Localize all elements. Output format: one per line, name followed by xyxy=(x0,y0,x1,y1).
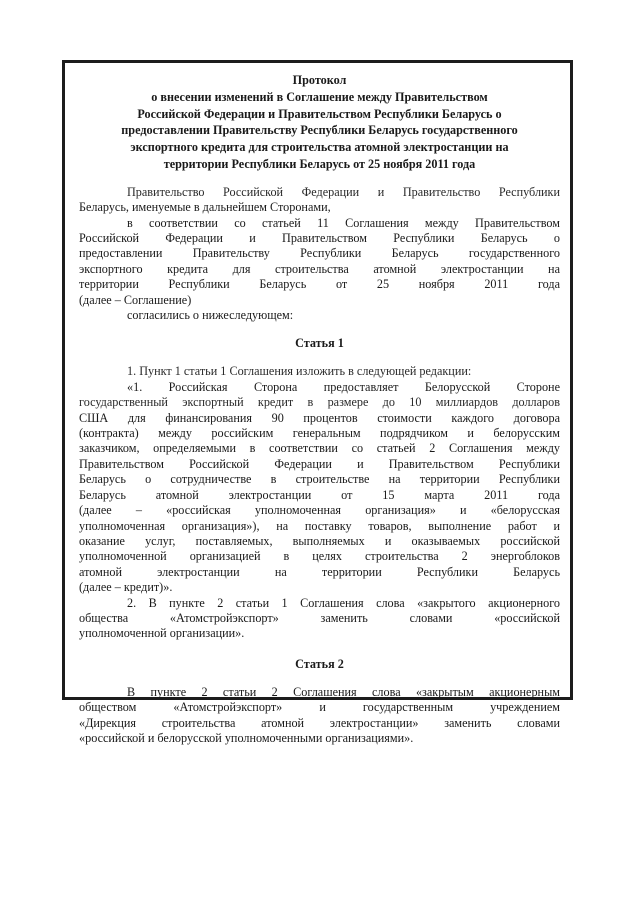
preamble-line: Российской Федерации и Правительством Республики Беларусь о xyxy=(79,231,560,245)
article-line: США для финансирования 90 процентов стоимости каждого договора xyxy=(79,410,560,425)
article-2-body xyxy=(79,685,560,747)
article-1-title: Статья 1 xyxy=(295,336,344,351)
article-line: общества «Атомстройэкспорт» заменить словами «российской xyxy=(79,610,560,625)
article-line: Правительством Российской Федерации и Правительством Республики xyxy=(79,456,560,471)
article-line: (далее – «российская уполномоченная организация» и «белорусская xyxy=(79,503,560,518)
preamble-line: предоставлении Правительству Республики Беларусь государственного xyxy=(79,246,560,261)
article-line: «1. Российская Сторона предоставляет Белорусской Стороне xyxy=(127,379,560,394)
article-line: оказание услуг, поставляемых, выполняемых и оказываемых российской xyxy=(79,533,560,548)
article-line: (далее – кредит)». xyxy=(79,580,173,595)
preamble-line: (далее – Соглашение) xyxy=(79,292,192,307)
article-line: Беларусь о сотрудничестве в строительстве на территории Республики xyxy=(79,472,560,487)
article-line: В пункте 2 статьи 2 Соглашения слова «закрытым акционерным xyxy=(127,684,560,699)
heading-line: территории Республики Беларусь от 25 ноября 2011 года xyxy=(163,156,476,171)
preamble-line: экспортного кредита для строительства атомной электростанции на xyxy=(79,261,560,276)
heading-line: Протокол xyxy=(292,73,347,87)
article-line: обществом «Атомстройэкспорт» и государственным учреждением xyxy=(79,700,560,715)
heading-line: экспортного кредита для строительства атомной электростанции на xyxy=(130,140,509,155)
article-line: заказчиком, определяемыми в соответствии со статьей 2 Соглашения между xyxy=(79,441,560,456)
protocol-heading xyxy=(79,72,560,173)
article-line: (контракта) между российским генеральным подрядчиком и белорусским xyxy=(79,426,560,441)
article-line: 1. Пункт 1 статьи 1 Соглашения изложить в следующей редакции: xyxy=(127,364,472,379)
article-line: государственный экспортный кредит в размере до 10 миллиардов долларов xyxy=(79,395,560,410)
article-line: уполномоченная организация»), на поставку товаров, выполнение работ и xyxy=(79,518,560,533)
preamble xyxy=(79,185,560,324)
preamble-line: в соответствии со статьей 11 Соглашения между Правительством xyxy=(127,215,560,230)
article-line: «российской и белорусской уполномоченными организациями». xyxy=(79,730,414,745)
article-1-body xyxy=(79,364,560,641)
article-2-title: Статья 2 xyxy=(295,656,344,671)
preamble-line: территории Республики Беларусь от 25 ноября 2011 года xyxy=(79,277,560,292)
heading-line: Российской Федерации и Правительством Республики Беларусь о xyxy=(137,106,502,121)
heading-line: о внесении изменений в Соглашение между Правительством xyxy=(151,89,488,104)
preamble-line: Правительство Российской Федерации и Правительство Республики xyxy=(127,184,560,199)
article-line: атомной электростанции на территории Республики Беларусь xyxy=(79,564,560,579)
article-line: уполномоченной организации». xyxy=(79,626,245,641)
document-frame xyxy=(62,60,573,745)
preamble-line: Беларусь, именуемые в дальнейшем Сторонами, xyxy=(79,200,331,215)
article-line: «Дирекция строительства атомной электростанции» заменить словами xyxy=(79,715,560,730)
heading-line: предоставлении Правительству Республики Беларусь государственного xyxy=(121,123,518,138)
article-line: уполномоченной организацией в целях строительства 2 энергоблоков xyxy=(79,549,560,564)
article-line: 2. В пункте 2 статьи 1 Соглашения слова «закрытого акционерного xyxy=(127,595,560,610)
article-line: Беларусь атомной электростанции от 15 марта 2011 года xyxy=(79,487,560,502)
preamble-line: согласились о нижеследующем: xyxy=(127,308,294,323)
